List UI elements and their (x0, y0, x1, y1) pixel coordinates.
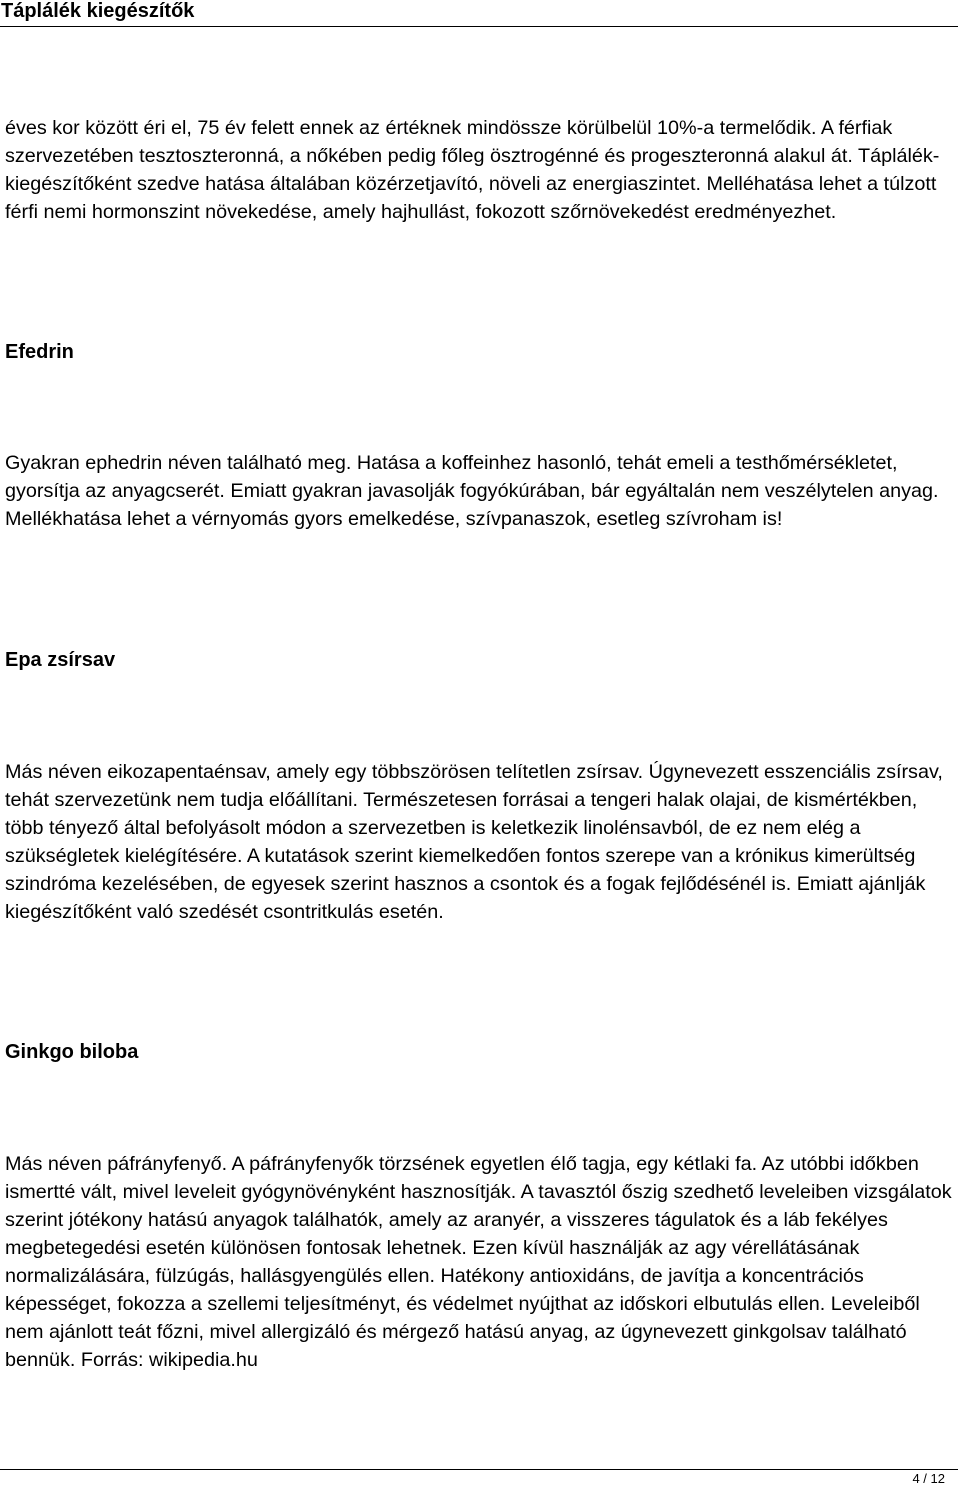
section-heading-epa-zsirsav: Epa zsírsav (5, 649, 116, 671)
footer-divider (0, 1469, 958, 1470)
section-paragraph-efedrin: Gyakran ephedrin néven található meg. Hatása a koffeinhez hasonló, tehát emeli a testhőmérsékletet, gyorsítja az anyagcserét. Emiatt gyakran javasolják fogyókúrában, bár egyáltalán nem veszélytelen anyag. Mellékhatása lehet a vérnyomás gyors emelkedése, szívpanaszok, esetleg szívroham is! (5, 452, 939, 530)
page-number: 4 / 12 (912, 1471, 945, 1486)
section-paragraph-epa-zsirsav: Más néven eikozapentaénsav, amely egy többszörösen telítetlen zsírsav. Úgynevezett esszenciális zsírsav, tehát szervezetünk nem tudja előállítani. Természetesen forrásai a tengeri halak olajai, de kismértékben, több tényező által befolyásolt módon a szervezetben is keletkezik linolénsavból, de ez nem elég a szükségletek kielégítésére. A kutatások szerint kiemelkedően fontos szerepe van a krónikus kimerültség szindróma kezelésében, de egyesek szerint hasznos a csontok és a fogak fejlődésénél is. Emiatt ajánlják kiegészítőként való szedését csontritkulás esetén. (5, 761, 943, 923)
section-paragraph-ginkgo-biloba: Más néven páfrányfenyő. A páfrányfenyők törzsének egyetlen élő tagja, egy kétlaki fa. Az utóbbi időkben ismertté vált, mivel leveleit gyógynövényként hasznosítják. A tavasztól őszig szedhető leveleiben vizsgálatok szerint jótékony hatású anyagok találhatók, amely az aranyér, a visszeres tágulatok és a láb fekélyes megbetegedési esetén különösen fontosak lehetnek. Ezen kívül használják az agy vérellátásának normalizálására, fülzúgás, hallásgyengülés ellen. Hatékony antioxidáns, de javítja a koncentrációs képességet, fokozza a szellemi teljesítményt, és védelmet nyújthat az időskori elbutulás ellen. Leveleiből nem ajánlott teát főzni, mivel allergizáló és mérgező hatású anyag, az úgynevezett ginkgolsav található bennük. Forrás: wikipedia.hu (5, 1153, 952, 1371)
intro-paragraph: éves kor között éri el, 75 év felett ennek az értéknek mindössze körülbelül 10%-a termelődik. A férfiak szervezetében tesztoszteronná, a nőkében pedig főleg ösztrogénné és progeszteronná alakul át. Táplálék-kiegészítőként szedve hatása általában közérzetjavító, növeli az energiaszintet. Melléhatása lehet a túlzott férfi nemi hormonszint növekedése, amely hajhullást, fokozott szőrnövekedést eredményezhet. (5, 117, 940, 223)
document-title: Táplálék kiegészítők (1, 0, 195, 22)
page-header (0, 0, 958, 27)
section-heading-ginkgo-biloba: Ginkgo biloba (5, 1041, 139, 1063)
section-heading-efedrin: Efedrin (5, 341, 74, 363)
